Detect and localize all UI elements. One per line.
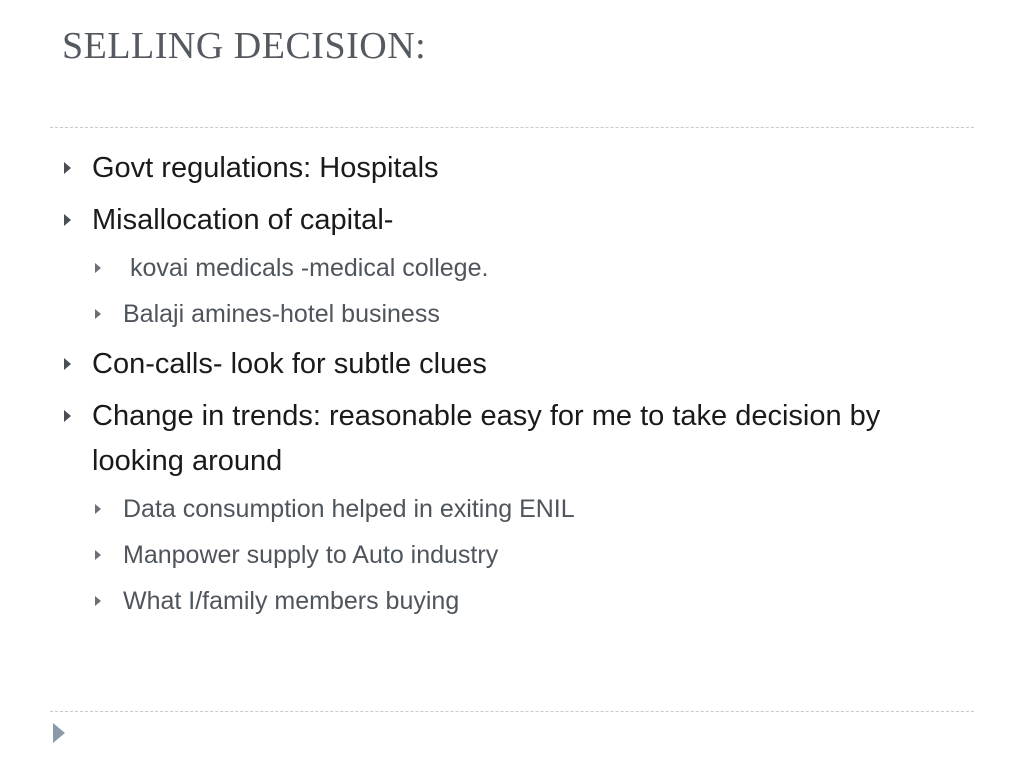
sub-bullet-item: [62, 296, 972, 332]
bullet-text: Change in trends: reasonable easy for me to take decision by looking around: [92, 400, 881, 477]
bottom-divider: [50, 711, 974, 712]
sub-bullet-item: [62, 491, 972, 527]
bullet-text: Govt regulations: Hospitals: [92, 152, 439, 184]
slide-title: SELLING DECISION:: [62, 25, 427, 67]
bullet-arrow-icon: [64, 358, 71, 370]
bullet-item: [62, 394, 972, 484]
sub-bullet-text: Data consumption helped in exiting ENIL: [123, 495, 575, 523]
bullet-arrow-icon: [64, 162, 71, 174]
sub-bullet-text: Manpower supply to Auto industry: [123, 541, 499, 569]
sub-bullet-item: [62, 250, 972, 286]
sub-bullet-arrow-icon: [95, 263, 101, 273]
top-divider: [50, 127, 974, 128]
sub-bullet-arrow-icon: [95, 309, 101, 319]
bullet-item: [62, 146, 972, 191]
bullet-arrow-icon: [64, 410, 71, 422]
bullet-text: Misallocation of capital-: [92, 204, 394, 236]
sub-bullet-item: [62, 537, 972, 573]
footer-arrow-icon: [53, 723, 65, 743]
sub-bullet-arrow-icon: [95, 550, 101, 560]
sub-bullet-text: kovai medicals -medical college.: [123, 254, 489, 282]
sub-bullet-arrow-icon: [95, 596, 101, 606]
sub-bullet-text: Balaji amines-hotel business: [123, 300, 440, 328]
sub-bullet-item: [62, 583, 972, 619]
sub-bullet-text: What I/family members buying: [123, 587, 460, 615]
bullet-item: [62, 342, 972, 387]
bullet-list: [62, 146, 972, 629]
sub-bullet-arrow-icon: [95, 504, 101, 514]
bullet-text: Con-calls- look for subtle clues: [92, 348, 487, 380]
bullet-item: [62, 198, 972, 243]
bullet-arrow-icon: [64, 214, 71, 226]
